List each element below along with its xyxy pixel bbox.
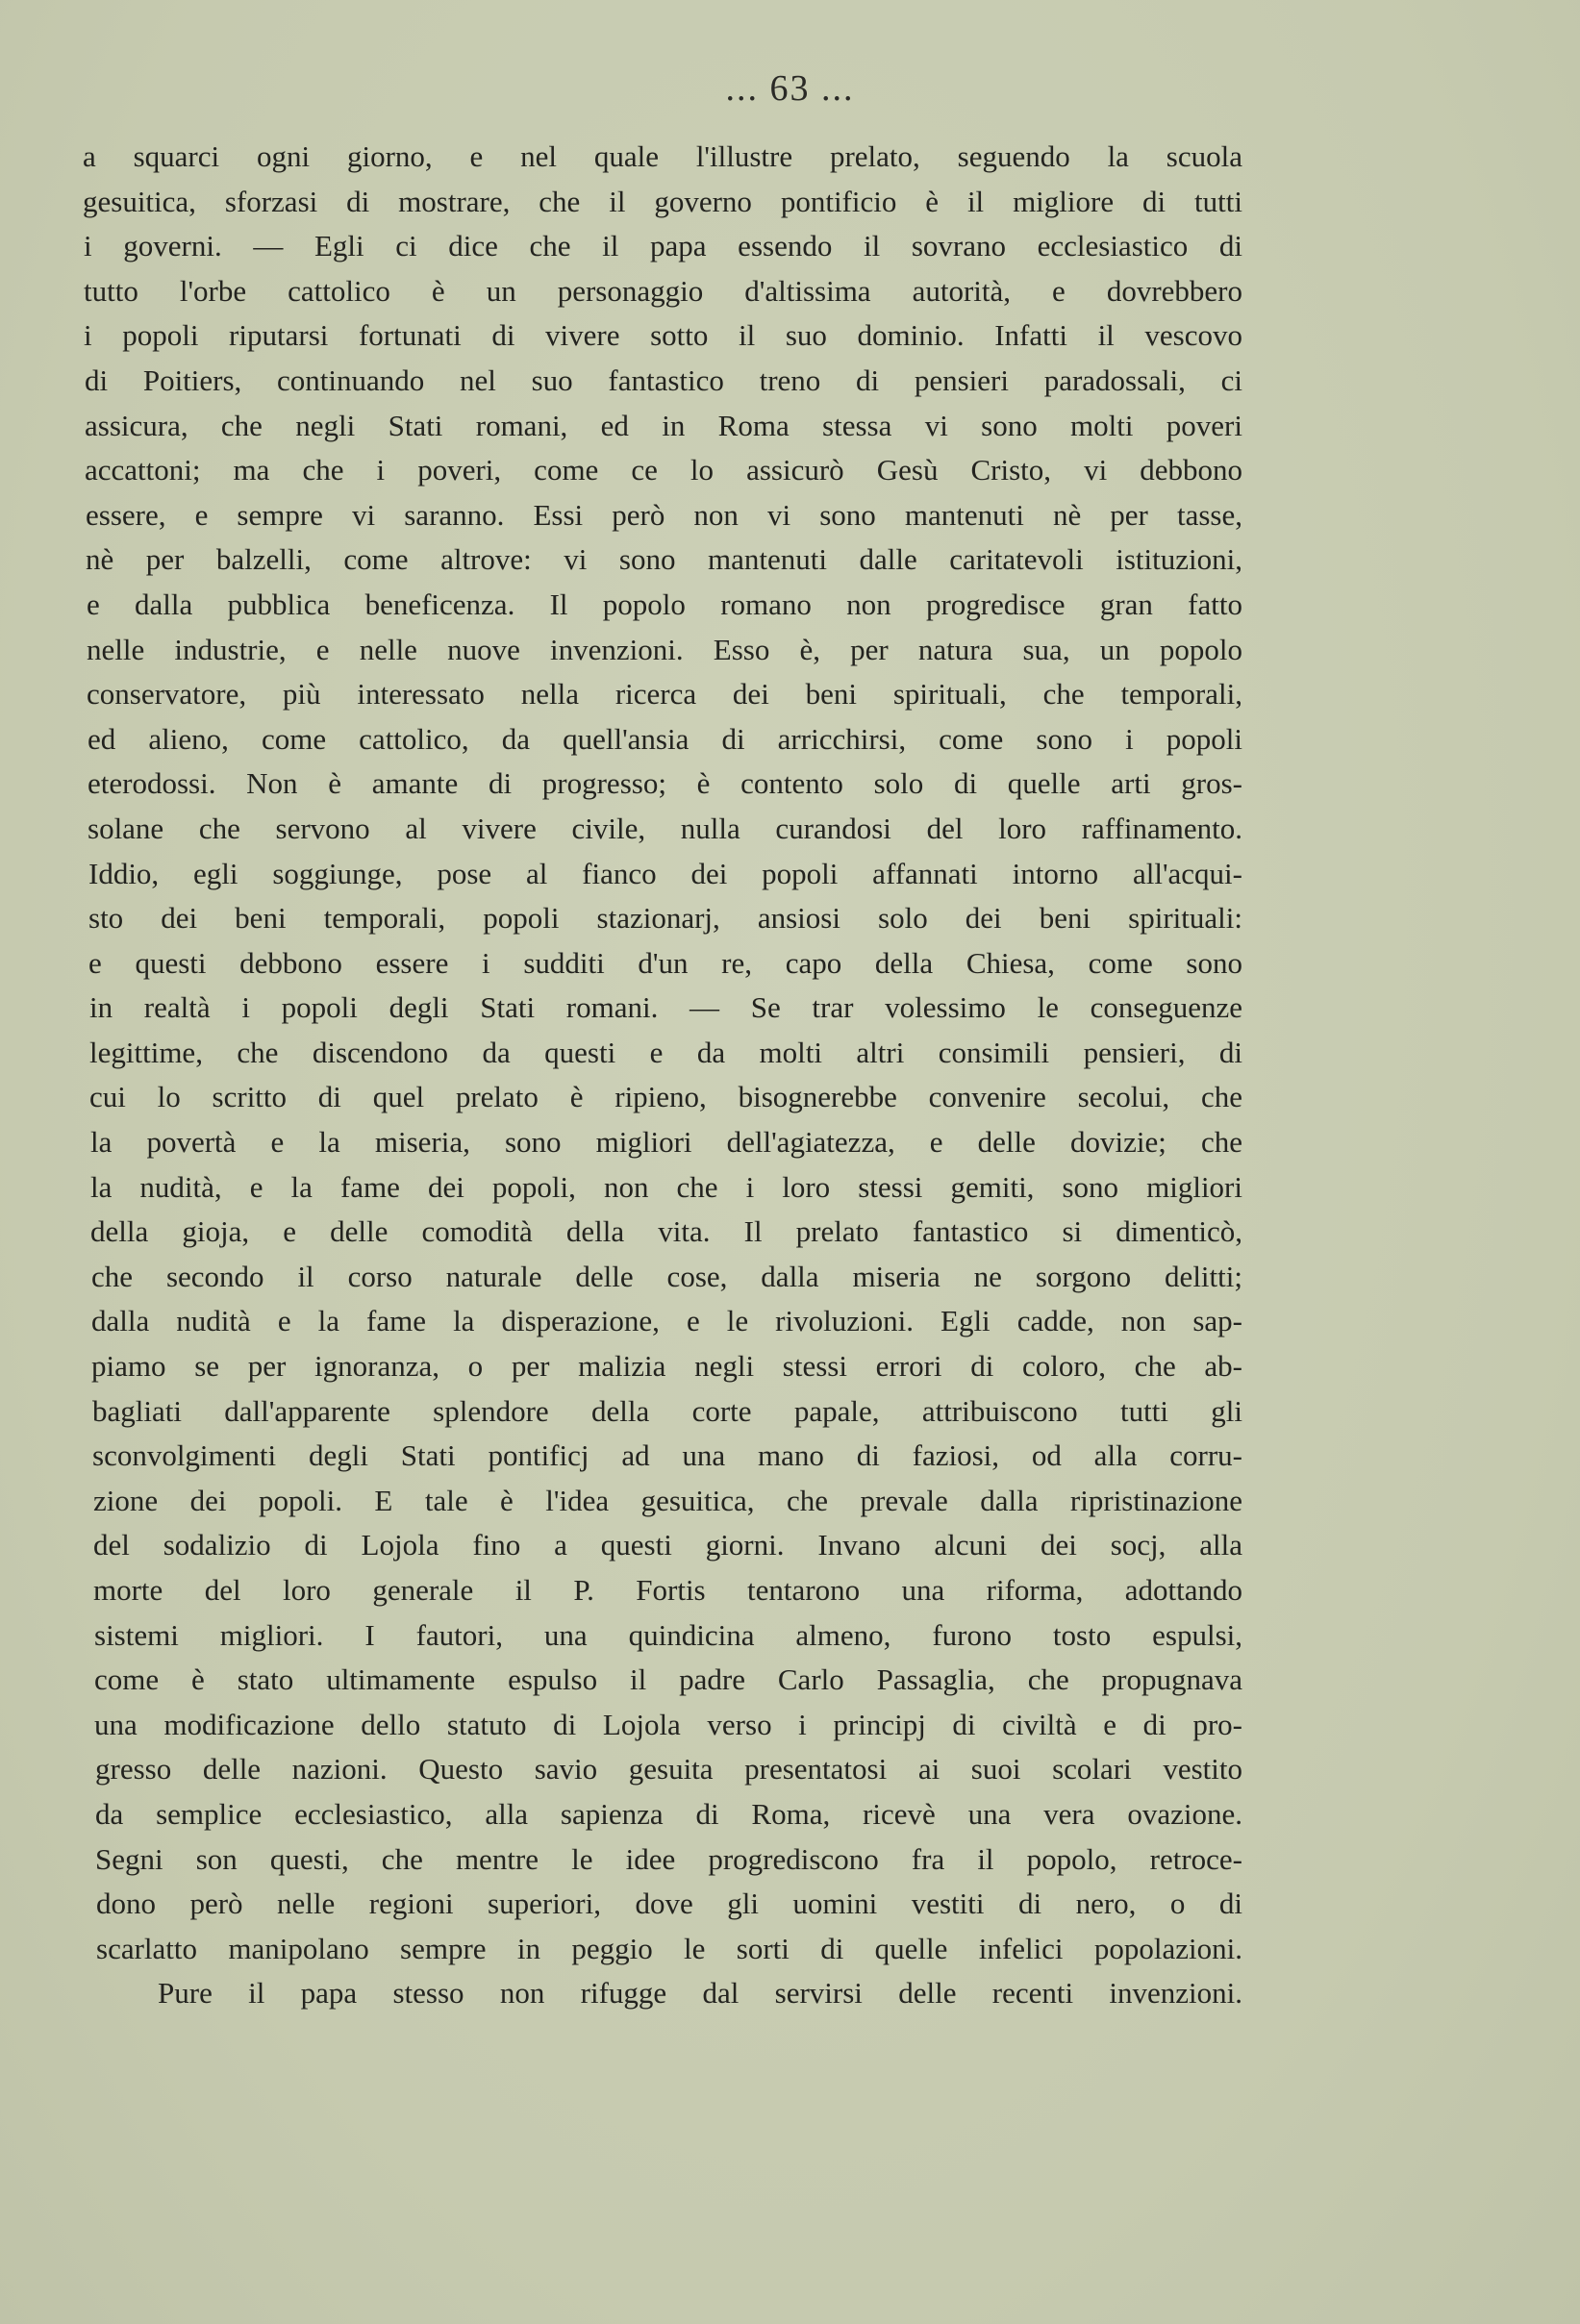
text-line: da semplice ecclesiastico, alla sapienza di Roma, ricevè una vera ovazione. [95, 1796, 1242, 1831]
text-line: i governi. — Egli ci dice che il papa essendo il sovrano ecclesiastico di [84, 229, 1242, 263]
text-line: che secondo il corso naturale delle cose, dalla miseria ne sorgono delitti; [91, 1259, 1242, 1293]
text-line: solane che servono al vivere civile, nulla curandosi del loro raffinamento. [88, 811, 1242, 845]
text-line: piamo se per ignoranza, o per malizia negli stessi errori di coloro, che ab- [91, 1349, 1242, 1384]
text-line: assicura, che negli Stati romani, ed in Roma stessa vi sono molti poveri [85, 408, 1242, 442]
text-line: di Poitiers, continuando nel suo fantastico treno di pensieri paradossali, ci [85, 362, 1242, 397]
text-line: la povertà e la miseria, sono migliori dell'agiatezza, e delle dovizie; che [90, 1125, 1242, 1160]
text-line: come è stato ultimamente espulso il padre Carlo Passaglia, che propugnava [94, 1662, 1242, 1697]
text-line: essere, e sempre vi saranno. Essi però non vi sono mantenuti nè per tasse, [86, 497, 1242, 532]
text-line: sistemi migliori. I fautori, una quindicina almeno, furono tosto espulsi, [94, 1617, 1242, 1652]
text-line: Segni son questi, che mentre le idee progrediscono fra il popolo, retroce- [95, 1841, 1242, 1876]
text-line: eterodossi. Non è amante di progresso; è contento solo di quelle arti gros- [88, 766, 1242, 801]
text-line: accattoni; ma che i poveri, come ce lo assicurò Gesù Cristo, vi debbono [85, 453, 1242, 487]
text-line: sconvolgimenti degli Stati pontificj ad una mano di faziosi, od alla corru- [92, 1438, 1242, 1473]
text-line: la nudità, e la fame dei popoli, non che i loro stessi gemiti, sono migliori [90, 1169, 1242, 1204]
text-line: nelle industrie, e nelle nuove invenzioni. Esso è, per natura sua, un popolo [87, 632, 1242, 666]
text-line: e dalla pubblica beneficenza. Il popolo romano non progredisce gran fatto [87, 587, 1242, 621]
text-line: zione dei popoli. E tale è l'idea gesuitica, che prevale dalla ripristinazione [93, 1483, 1242, 1517]
text-line: i popoli riputarsi fortunati di vivere sotto il suo dominio. Infatti il vescovo [84, 318, 1242, 353]
text-line: scarlatto manipolano sempre in peggio le sorti di quelle infelici popolazioni. [96, 1931, 1242, 1965]
text-line: Pure il papa stesso non rifugge dal servirsi delle recenti invenzioni. [158, 1976, 1242, 2011]
text-line: in realtà i popoli degli Stati romani. — Se trar volessimo le conseguenze [89, 990, 1242, 1025]
text-line: sto dei beni temporali, popoli stazionarj, ansiosi solo dei beni spirituali: [88, 901, 1242, 936]
text-line: a squarci ogni giorno, e nel quale l'illustre prelato, seguendo la scuola [83, 139, 1242, 173]
text-line: gesuitica, sforzasi di mostrare, che il governo pontificio è il migliore di tutti [83, 184, 1242, 218]
text-line: bagliati dall'apparente splendore della corte papale, attribuiscono tutti gli [92, 1393, 1242, 1428]
text-line: dono però nelle regioni superiori, dove gli uomini vestiti di nero, o di [96, 1887, 1242, 1921]
text-line: nè per balzelli, come altrove: vi sono mantenuti dalle caritatevoli istituzioni, [86, 542, 1242, 577]
text-body [83, 135, 1242, 2016]
text-line: Iddio, egli soggiunge, pose al fianco dei popoli affannati intorno all'acqui- [88, 856, 1242, 890]
text-line: dalla nudità e la fame la disperazione, e le rivoluzioni. Egli cadde, non sap- [91, 1304, 1242, 1338]
text-line: del sodalizio di Lojola fino a questi giorni. Invano alcuni dei socj, alla [93, 1528, 1242, 1562]
text-line: della gioja, e delle comodità della vita. Il prelato fantastico si dimenticò, [90, 1214, 1242, 1249]
text-line: tutto l'orbe cattolico è un personaggio d'altissima autorità, e dovrebbero [84, 273, 1242, 308]
text-line: conservatore, più interessato nella ricerca dei beni spirituali, che temporali, [87, 677, 1242, 712]
text-line: cui lo scritto di quel prelato è ripieno, bisognerebbe convenire secolui, che [89, 1080, 1242, 1114]
text-line: gresso delle nazioni. Questo savio gesuita presentatosi ai suoi scolari vestito [95, 1752, 1242, 1787]
text-line: ed alieno, come cattolico, da quell'ansia di arricchirsi, come sono i popoli [88, 721, 1242, 756]
text-line: morte del loro generale il P. Fortis tentarono una riforma, adottando [93, 1573, 1242, 1607]
text-line: e questi debbono essere i sudditi d'un re, capo della Chiesa, come sono [88, 945, 1242, 980]
text-line: legittime, che discendono da questi e da molti altri consimili pensieri, di [89, 1035, 1242, 1069]
text-line: una modificazione dello statuto di Lojola verso i principj di civiltà e di pro- [94, 1707, 1242, 1741]
page-number: ... 63 ... [725, 68, 855, 109]
